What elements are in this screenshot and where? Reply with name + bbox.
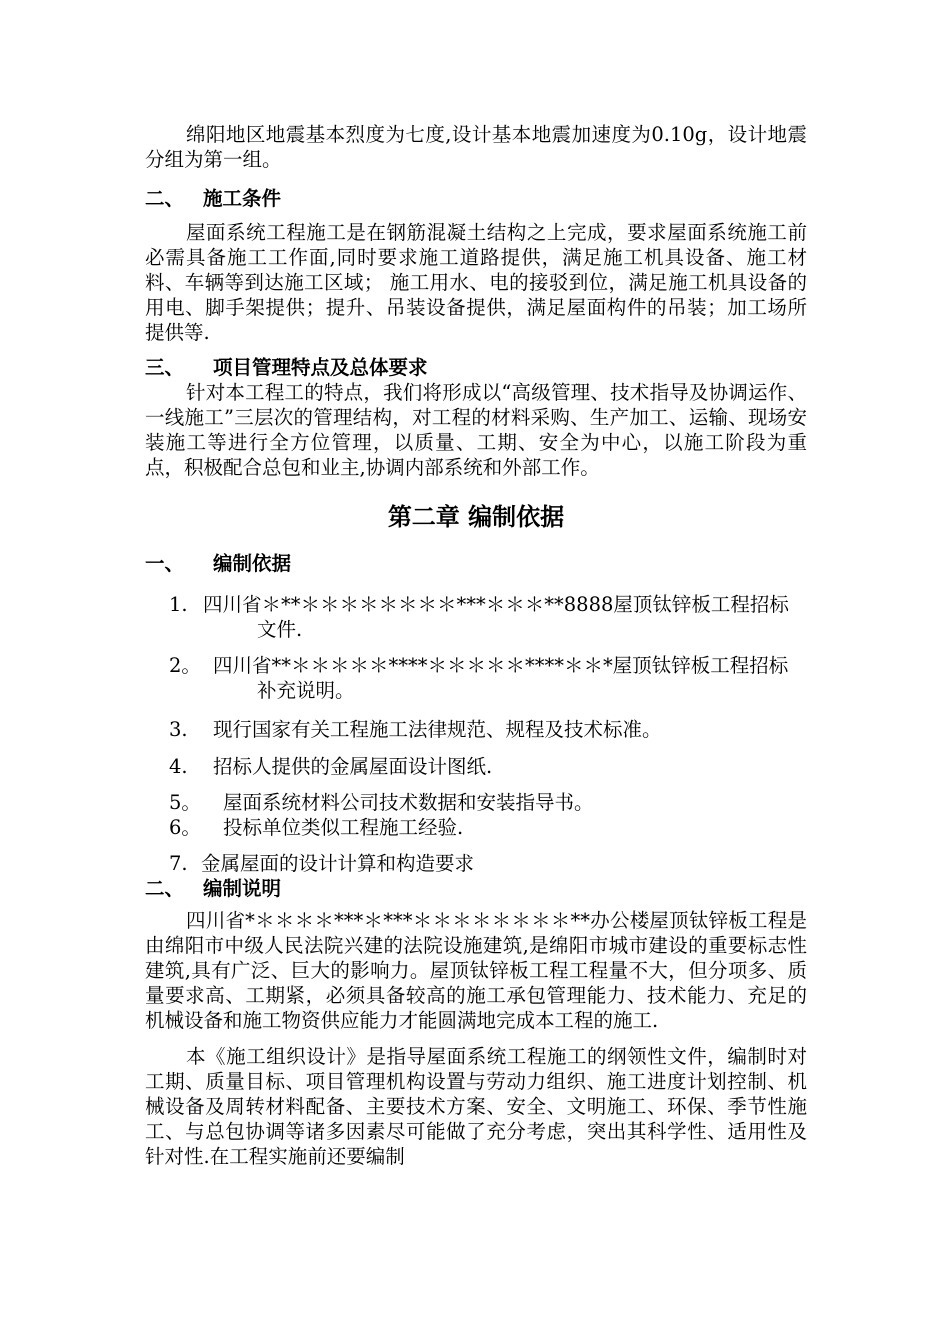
management-paragraph: 针对本工程工的特点，我们将形成以“高级管理、技术指导及协调运作、一线施工”三层次的管理结构，对工程的材料采购、生产加工、运输、现场安装施工等进行全方位管理，以质量、工期、安全为中心，以施工阶段为重点，积极配合总包和业主,协调内部系统和外部工作。 — [145, 381, 807, 479]
basis-list — [145, 592, 807, 876]
section-title: 施工条件 — [203, 187, 282, 210]
section-number: 二、 — [145, 187, 185, 210]
explanation-paragraph-2: 本《施工组织设计》是指导屋面系统工程施工的纲领性文件，编制时对工期、质量目标、项目管理机构设置与劳动力组织、施工进度计划控制、机械设备及周转材料配备、主要技术方案、安全、文明施工、环保、季节性施工、与总包协调等诸多因素尽可能做了充分考虑，突出其科学性、适用性及针对性.在工程实施前还要编制 — [145, 1045, 807, 1168]
section-title: 编制依据 — [213, 552, 292, 575]
section-title: 编制说明 — [203, 877, 282, 900]
list-item: 3. 现行国家有关工程施工法律规范、规程及技术标准。 — [169, 718, 662, 741]
section-title: 项目管理特点及总体要求 — [213, 356, 428, 379]
section-heading-basis — [145, 551, 807, 576]
seismic-paragraph: 绵阳地区地震基本烈度为七度,设计基本地震加速度为0.10g，设计地震分组为第一组。 — [145, 123, 807, 171]
list-item: 7. 金属屋面的设计计算和构造要求 — [169, 852, 475, 875]
construction-conditions-paragraph: 屋面系统工程施工是在钢筋混凝土结构之上完成，要求屋面系统施工前必需具备施工工作面,同时要求施工道路提供，满足施工机具设备、施工材料、车辆等到达施工区域； 施工用水、电的接驳到位，满足施工机具设备的用电、脚手架提供；提升、吊装设备提供，满足屋面构件的吊装；加工场所提供等. — [145, 221, 807, 344]
section-number: 二、 — [145, 877, 185, 900]
list-item: 4. 招标人提供的金属屋面设计图纸. — [169, 755, 493, 778]
list-item: 6。 投标单位类似工程施工经验. — [169, 816, 464, 839]
explanation-paragraph-1: 四川省*＊＊＊＊***＊***＊＊＊＊＊＊＊＊**办公楼屋顶钛锌板工程是由绵阳市中级人民法院兴建的法院设施建筑,是绵阳市城市建设的重要标志性建筑,具有广泛、巨大的影响力。屋顶钛锌板工程工程量不大，但分项多、质量要求高、工期紧，必须具备较高的施工承包管理能力、技术能力、充足的机械设备和施工物资供应能力才能圆满地完成本工程的施工. — [145, 909, 807, 1032]
chapter-title: 第二章 编制依据 — [387, 502, 565, 531]
section-heading-explanation — [145, 876, 807, 901]
list-item: 5。 屋面系统材料公司技术数据和安装指导书。 — [169, 791, 594, 814]
section-heading-management — [145, 355, 807, 380]
list-item: 1. 四川省＊**＊＊＊＊＊＊＊＊***＊＊＊**8888屋顶钛锌板工程招标文件. — [169, 593, 789, 641]
list-item: 2。 四川省**＊＊＊＊＊****＊＊＊＊＊****＊＊*屋顶钛锌板工程招标补充说明。 — [169, 654, 789, 702]
document-page — [145, 122, 807, 1169]
section-number: 一、 — [145, 552, 185, 575]
section-heading-construction-conditions — [145, 186, 807, 211]
section-number: 三、 — [145, 356, 185, 379]
